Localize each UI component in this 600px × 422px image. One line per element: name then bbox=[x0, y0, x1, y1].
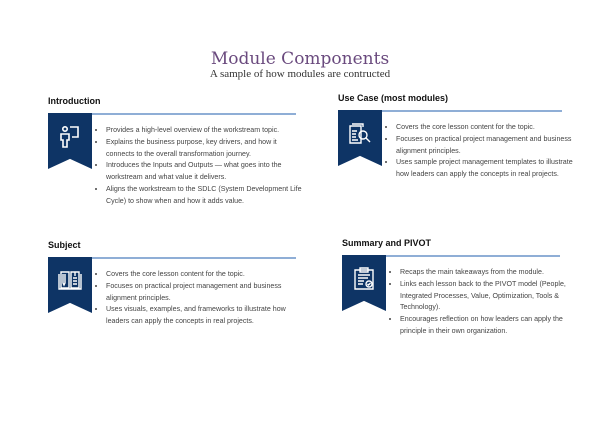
list-item: • Focuses on practical project management and business alignment principles. bbox=[396, 134, 576, 158]
section-heading: Use Case (most modules) bbox=[338, 93, 449, 103]
list-item: • Uses sample project management templates to illustrate how leaders can apply the concepts in real projects. bbox=[396, 157, 576, 181]
section-heading: Subject bbox=[48, 240, 81, 250]
list-item: • Introduces the Inputs and Outputs — what goes into the workstream and what value it delivers. bbox=[106, 160, 306, 184]
section-banner bbox=[342, 255, 386, 311]
presenter-icon bbox=[57, 124, 83, 150]
list-item: • Encourages reflection on how leaders can apply the principle in their own organization. bbox=[400, 314, 575, 338]
list-item: • Covers the core lesson content for the topic. bbox=[106, 269, 296, 281]
page-title: Module Components bbox=[210, 49, 390, 69]
section-banner bbox=[48, 113, 92, 169]
bullet-list bbox=[388, 267, 575, 338]
bullet-list bbox=[94, 125, 306, 208]
list-item: • Provides a high-level overview of the workstream topic. bbox=[106, 125, 306, 137]
page-subtitle: A sample of how modules are contructed bbox=[209, 68, 391, 80]
list-item: • Links each lesson back to the PIVOT model (People, Integrated Processes, Value, Optimization, Tools & Technology). bbox=[400, 279, 575, 314]
list-item: • Recaps the main takeaways from the module. bbox=[400, 267, 575, 279]
list-item: • Aligns the workstream to the SDLC (System Development Life Cycle) to show when and how it adds value. bbox=[106, 184, 306, 208]
list-item: • Explains the business purpose, key drivers, and how it connects to the overall transformation journey. bbox=[106, 137, 306, 161]
section-heading: Introduction bbox=[48, 96, 101, 106]
list-item: • Covers the core lesson content for the topic. bbox=[396, 122, 576, 134]
bullet-list bbox=[384, 122, 576, 181]
section-banner bbox=[338, 110, 382, 166]
open-book-icon bbox=[57, 268, 83, 294]
section-banner bbox=[48, 257, 92, 313]
list-item: • Focuses on practical project management and business alignment principles. bbox=[106, 281, 296, 305]
document-search-icon bbox=[347, 121, 373, 147]
clipboard-check-icon bbox=[351, 266, 377, 292]
list-item: • Uses visuals, examples, and frameworks to illustrate how leaders can apply the concepts in real projects. bbox=[106, 304, 296, 328]
section-heading: Summary and PIVOT bbox=[342, 238, 432, 248]
bullet-list bbox=[94, 269, 296, 328]
